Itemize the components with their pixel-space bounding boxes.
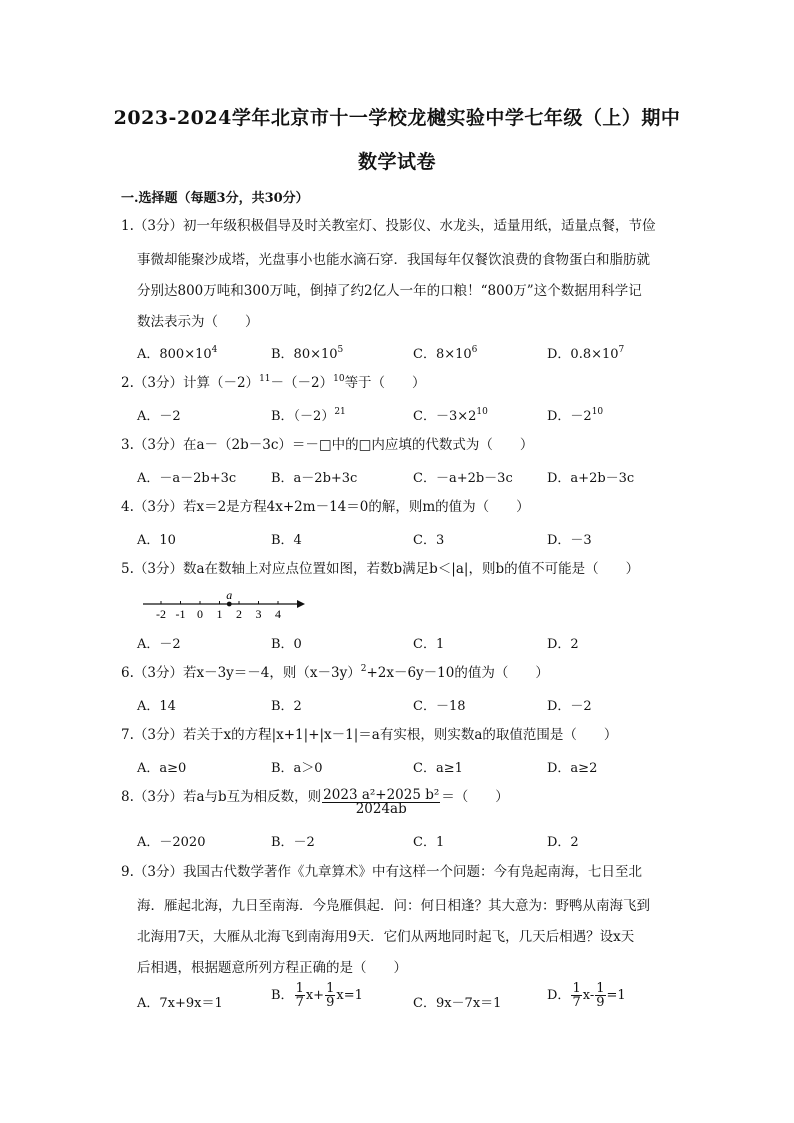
axis-arrow (297, 600, 305, 608)
question-7-options (137, 757, 697, 777)
option-b: B．－2 (271, 835, 315, 850)
question-9-options (137, 981, 697, 1019)
axis-tick-label: 1 (216, 607, 223, 621)
question-3-text: 3.（3分）在a－（2b－3c）＝－□中的□内应填的代数式为（ ） (121, 437, 534, 453)
option-b: B．a＞0 (271, 761, 323, 776)
question-1-options (137, 343, 697, 363)
number-line-figure (143, 587, 313, 623)
axis-tick-label: 4 (275, 607, 281, 621)
option-d: D．－2 (547, 699, 592, 714)
option-c: C．－a+2b－3c (413, 471, 513, 486)
option-c: C．a≥1 (413, 761, 463, 776)
fraction: $\frac{1}{7}$ (572, 981, 581, 1010)
axis-tick-label: 0 (197, 607, 203, 621)
question-2-text: 2.（3分）计算$(-2)^{11}-(-2)^{10}$等于（ ） (121, 374, 426, 391)
option-c: C．1 (413, 637, 445, 652)
fraction: $\frac{1}{7}$ (295, 981, 304, 1010)
question-6-options (137, 695, 697, 715)
axis-tick-label: 3 (255, 607, 262, 621)
option-b: B．$(-2)^{21}$ (271, 407, 346, 424)
option-b: B． $\frac{1}{7}$ x+ $\frac{1}{9}$ x=1 (271, 981, 363, 1010)
fraction: $\frac{1}{9}$ (596, 981, 605, 1010)
exam-title: 2023-2024学年北京市十一学校龙樾实验中学七年级（上）期中 (113, 107, 681, 129)
option-c: C．1 (413, 835, 445, 850)
question-1-line-1: 1.（3分）初一年级积极倡导及时关教室灯、投影仪、水龙头，适量用纸，适量点餐，节俭 (121, 218, 656, 234)
question-4-text: 4.（3分）若x＝2是方程4x+2m－14＝0的解，则m的值为（ ） (121, 499, 530, 515)
option-a: A．a≥0 (137, 761, 187, 776)
option-a: A．$800\times 10^4$ (137, 345, 218, 362)
question-4-options (137, 529, 697, 549)
option-a: A．－2 (137, 409, 181, 424)
option-b: B．4 (271, 533, 302, 548)
option-c: C．$8\times 10^6$ (413, 345, 478, 362)
question-5-options (137, 633, 697, 653)
option-c: C．$-3\times 2^{10}$ (413, 407, 488, 424)
option-d: D．2 (547, 637, 579, 652)
question-2-options (137, 405, 697, 425)
option-a: A．－2 (137, 637, 181, 652)
option-a: A．7x+9x＝1 (137, 996, 223, 1011)
question-1-line-3: 分别达800万吨和300万吨，倒掉了约2亿人一年的口粮！“800万”这个数据用科学记 (137, 283, 642, 299)
question-1-line-2: 事微却能聚沙成塔，光盘事小也能水滴石穿．我国每年仅餐饮浪费的食物蛋白和脂肪就 (137, 252, 650, 268)
question-9-line-4: 后相遇，根据题意所列方程正确的是（ ） (137, 960, 407, 976)
fraction: $\frac{1}{9}$ (326, 981, 335, 1010)
fraction: $\frac{\text{2023 a²+2025 b²}}{2024ab}$ (323, 787, 440, 817)
axis-tick-label: -1 (175, 607, 186, 621)
point-a-dot (227, 602, 232, 607)
option-d: D．a≥2 (547, 761, 598, 776)
option-c: C．9x－7x＝1 (413, 996, 502, 1011)
option-a: A．14 (137, 699, 176, 714)
option-d: D．a+2b－3c (547, 471, 635, 486)
option-b: B．2 (271, 699, 302, 714)
option-d: D．$0.8\times 10^7$ (547, 345, 625, 362)
option-b: B．a－2b+3c (271, 471, 358, 486)
question-6-text: 6.（3分）若x－3y＝－4，则$(x-3y)^2+2x-6y-10$的值为（ ） (121, 664, 549, 681)
question-7-text: 7.（3分）若关于x的方程|x+1|+|x－1|＝a有实根，则实数a的取值范围是（ ） (121, 727, 618, 743)
question-8-options (137, 831, 697, 851)
option-d: D．－3 (547, 533, 592, 548)
question-9-line-2: 海．雁起北海，九日至南海．今凫雁俱起．问：何日相逢？其大意为：野鸭从南海飞到 (137, 898, 650, 914)
option-b: B．0 (271, 637, 302, 652)
question-9-line-3: 北海用7天，大雁从北海飞到南海用9天．它们从两地同时起飞，几天后相遇？设x天 (137, 929, 635, 945)
point-a-label: a (226, 588, 233, 602)
option-b: B．$80\times 10^5$ (271, 345, 344, 362)
option-a: A．－a－2b+3c (137, 471, 237, 486)
question-5-text: 5.（3分）数a在数轴上对应点位置如图，若数b满足b＜|a|，则b的值不可能是（ ） (121, 561, 640, 577)
question-3-options (137, 467, 697, 487)
option-c: C．－18 (413, 699, 466, 714)
question-1-line-4: 数法表示为（ ） (137, 314, 259, 330)
axis-tick-label: -2 (156, 607, 166, 621)
question-8-text: 8.（3分）若a与b互为相反数，则 $\frac{\text{2023 a²+2025 b²}}{2024ab}$ ＝（ ） (121, 787, 509, 817)
axis-tick-label: 2 (236, 607, 242, 621)
section-heading-choice: 一.选择题（每题3分，共30分） (121, 191, 309, 206)
question-9-line-1: 9.（3分）我国古代数学著作《九章算术》中有这样一个问题：今有凫起南海，七日至北 (121, 864, 642, 880)
option-d: D．2 (547, 835, 579, 850)
option-d: D． $\frac{1}{7}$ x- $\frac{1}{9}$ =1 (547, 981, 626, 1010)
number-line (143, 588, 305, 621)
option-a: A．10 (137, 533, 176, 548)
option-d: D．$-2^{10}$ (547, 407, 604, 424)
option-c: C．3 (413, 533, 445, 548)
option-a: A．－2020 (137, 835, 206, 850)
exam-subtitle: 数学试卷 (357, 151, 436, 173)
